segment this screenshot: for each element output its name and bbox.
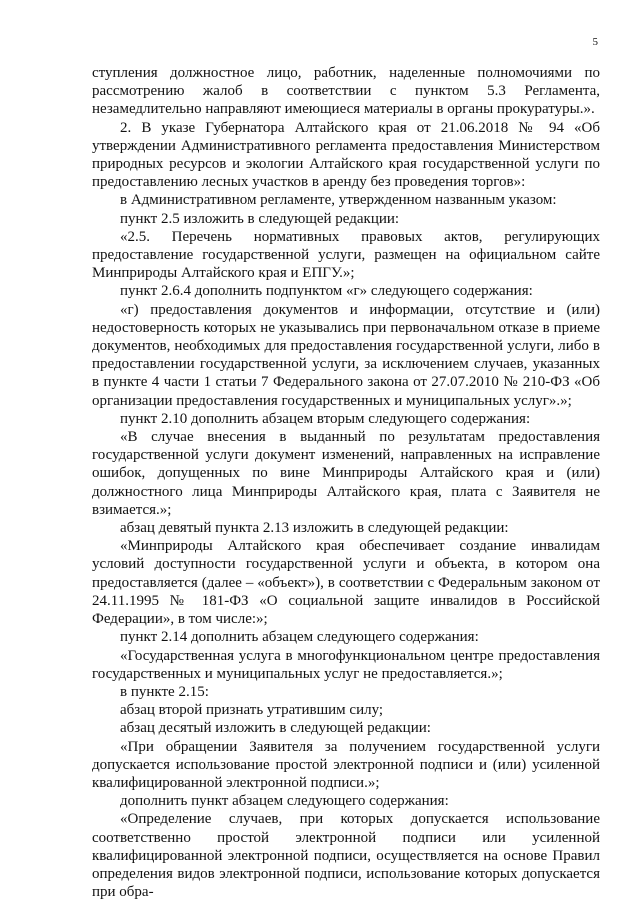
paragraph: абзац десятый изложить в следующей редакции: [120,720,431,737]
paragraph: «Минприроды Алтайского края обеспечивает создание инвалидам условий доступности государственной услуги и объекта, в котором она предоставляется (далее – «объект»), в соответствии с Федеральным законом от 24.11.1995 № 181-ФЗ «О социальной защите инвалидов в Российской Федерации», в том числе:»; [92,538,600,628]
paragraph: «В случае внесения в выданный по результатам предоставления государственной услуги документ изменений, направленных на исправление ошибок, допущенных по вине Минприроды Алтайского края и (или) должностного лица Минприроды Алтайского края, плата с Заявителя не взимается.»; [92,429,600,518]
paragraph: «Определение случаев, при которых допускается использование соответственно простой электронной подписи или усиленной квалифицированной электронной подписи, осуществляется на основе Правил определения видов электронной подписи, использование которых допускается при обра- [92,811,600,901]
paragraph: пункт 2.6.4 дополнить подпунктом «г» следующего содержания: [120,283,533,300]
paragraph: «2.5. Перечень нормативных правовых актов, регулирующих предоставление государственной услуги, размещен на официальном сайте Минприроды Алтайского края и ЕПГУ.»; [92,228,600,282]
paragraph: в пункте 2.15: [120,683,209,700]
paragraph: пункт 2.5 изложить в следующей редакции: [120,210,400,227]
paragraph: пункт 2.14 дополнить абзацем следующего содержания: [120,629,479,646]
paragraph: «Государственная услуга в многофункциональном центре предоставления государственных и муниципальных услуг не предоставляется.»; [92,647,600,682]
paragraph: ступления должностное лицо, работник, наделенные полномочиями по рассмотрению жалоб в соответствии с пунктом 5.3 Регламента, незамедлительно направляют имеющиеся материалы в органы прокуратуры.». [92,65,600,118]
paragraph: абзац девятый пункта 2.13 изложить в следующей редакции: [120,520,509,537]
paragraph: «При обращении Заявителя за получением государственной услуги допускается использование простой электронной подписи и (или) усиленной квалифицированной электронной подписи.»; [92,738,600,791]
paragraph: дополнить пункт абзацем следующего содержания: [120,793,449,810]
paragraph: абзац второй признать утратившим силу; [120,702,384,719]
paragraph: в Административном регламенте, утвержденном названным указом: [120,192,557,209]
paragraph: пункт 2.10 дополнить абзацем вторым следующего содержания: [120,410,531,427]
document-body [92,64,600,901]
paragraph: 2. В указе Губернатора Алтайского края от 21.06.2018 № 94 «Об утверждении Административного регламента предоставления Министерством природных ресурсов и экологии Алтайского края государственной услуги по предоставлению лесных участков в аренду без проведения торгов»: [92,119,600,191]
page-number: 5 [592,36,598,48]
paragraph: «г) предоставления документов и информации, отсутствие и (или) недостоверность которых не указывались при первоначальном отказе в приеме документов, необходимых для предоставления государственной услуги, либо в предоставлении государственной услуги, за исключением случаев, указанных в пункте 4 части 1 статьи 7 Федерального закона от 27.07.2010 № 210-ФЗ «Об организации предоставления государственных и муниципальных услуг».»; [92,301,600,409]
